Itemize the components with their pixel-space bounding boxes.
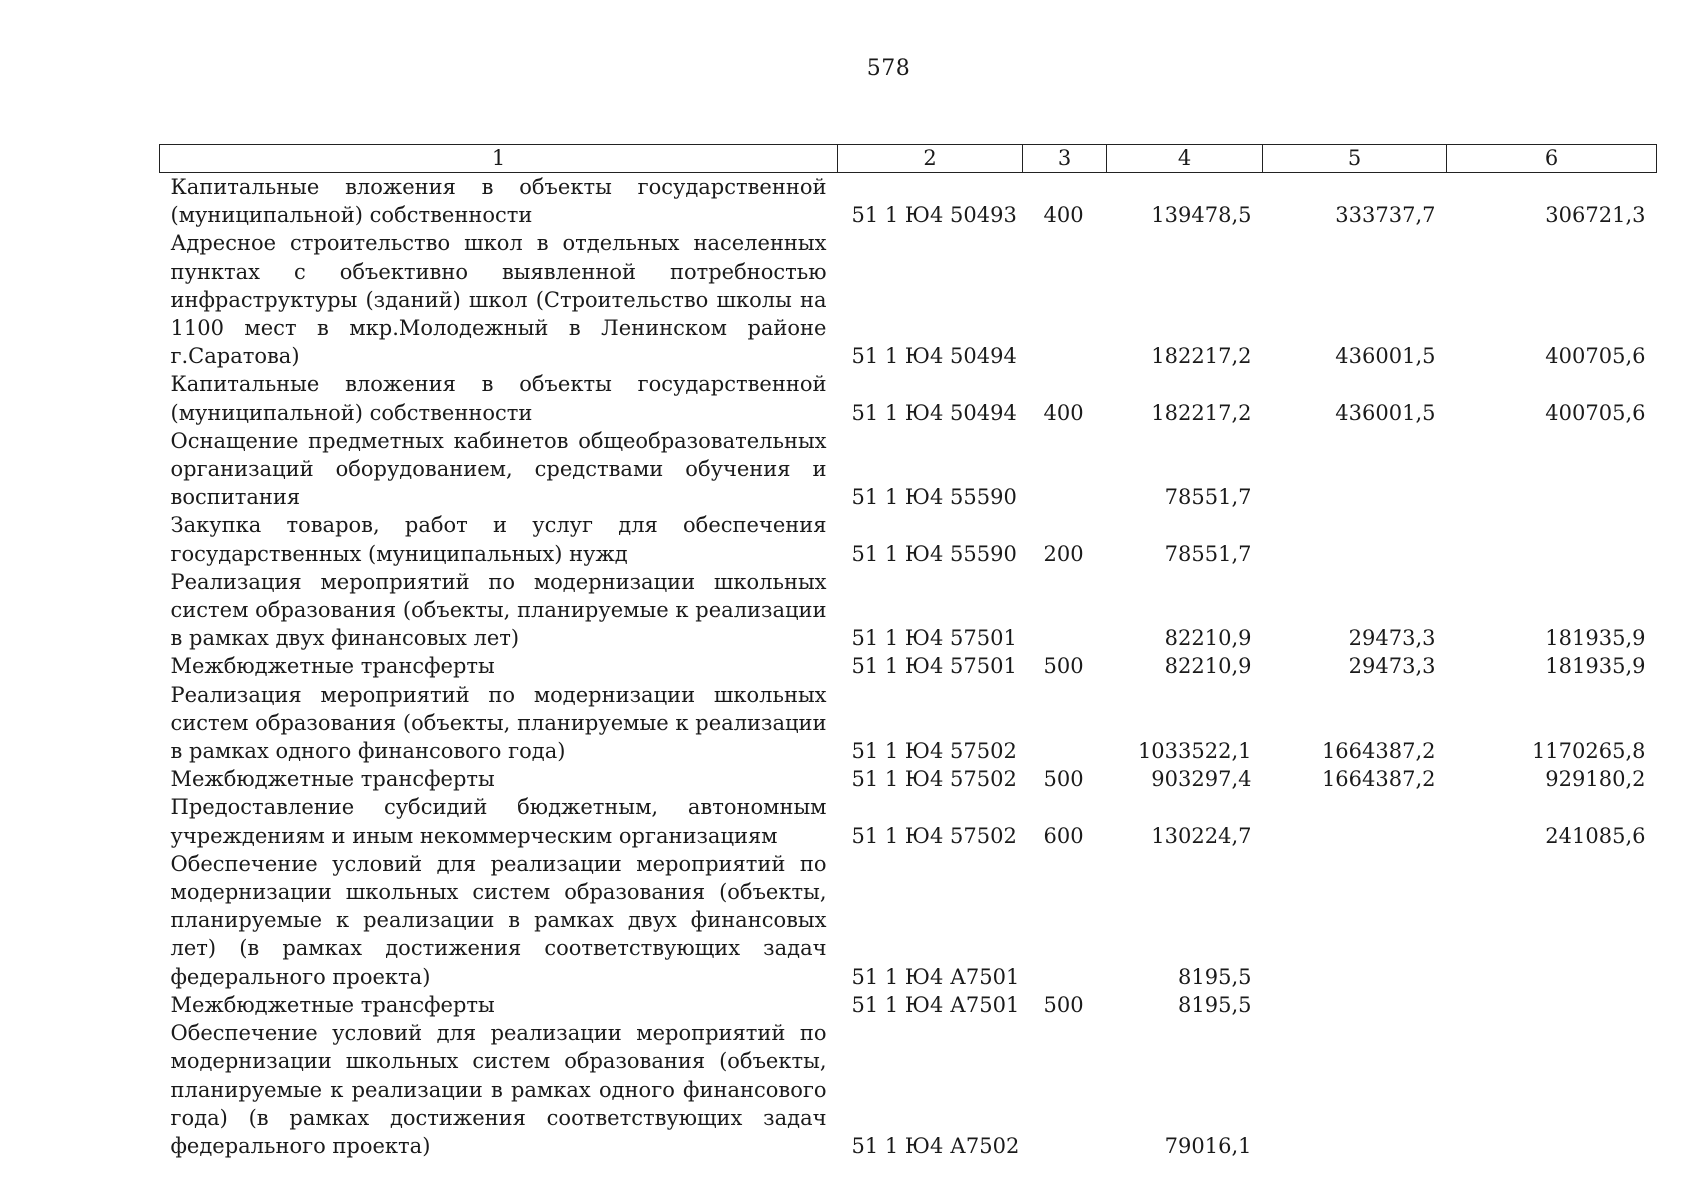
row-expense-type: 600: [1043, 823, 1084, 848]
table-body: [160, 173, 1657, 1161]
row-value-col4: 78551,7: [1164, 541, 1252, 566]
row-expense-type: [1023, 229, 1107, 370]
row-expense-type: [1023, 427, 1107, 512]
row-name: Оснащение предметных кабинетов общеобразовательных организаций оборудованием, средствами обучения и воспитания: [170, 428, 827, 510]
row-name: Реализация мероприятий по модернизации школьных систем образования (объекты, планируемые к реализации в рамках одного финансового года): [170, 682, 827, 764]
row-expense-type: [1023, 568, 1107, 653]
row-code: 51 1 Ю4 А7501: [851, 992, 1020, 1017]
row-expense-type: 500: [1043, 654, 1084, 679]
row-name: Обеспечение условий для реализации мероприятий по модернизации школьных систем образования (объекты, планируемые к реализации в рамках одного финансового года) (в рамках достижения соответствующих задач федерального проекта): [170, 1021, 827, 1158]
row-expense-type: [1023, 681, 1107, 766]
table-row: [160, 568, 1657, 653]
row-value-col4: 139478,5: [1151, 203, 1252, 228]
row-code: 51 1 Ю4 А7501: [851, 964, 1020, 989]
row-value-col5: 1664387,2: [1321, 767, 1436, 792]
table-row: [160, 229, 1657, 370]
row-expense-type: 500: [1043, 767, 1084, 792]
row-value-col6: 400705,6: [1545, 344, 1646, 369]
row-value-col4: 182217,2: [1151, 344, 1252, 369]
column-header-1: 1: [160, 145, 838, 173]
row-value-col5: [1263, 793, 1447, 849]
row-value-col6: [1447, 850, 1657, 991]
row-value-col6: 241085,6: [1545, 823, 1646, 848]
table-row: [160, 850, 1657, 991]
row-expense-type: 500: [1043, 992, 1084, 1017]
row-value-col4: 1033522,1: [1137, 739, 1252, 764]
row-value-col6: 306721,3: [1545, 203, 1646, 228]
row-name: Капитальные вложения в объекты государственной (муниципальной) собственности: [170, 175, 827, 228]
header-row: [160, 145, 1657, 173]
row-expense-type: 200: [1043, 541, 1084, 566]
row-value-col5: 436001,5: [1335, 400, 1436, 425]
row-value-col6: 400705,6: [1545, 400, 1646, 425]
table-row: [160, 991, 1657, 1019]
row-value-col5: 29473,3: [1348, 626, 1436, 651]
row-value-col4: 8195,5: [1178, 964, 1252, 989]
table-row: [160, 427, 1657, 512]
row-value-col6: 1170265,8: [1531, 739, 1646, 764]
row-name: Адресное строительство школ в отдельных населенных пунктах с объективно выявленной потребностью инфраструктуры (зданий) школ (Строительство школы на 1100 мест в мкр.Молодежный в Ленинском районе г.Саратова): [170, 231, 827, 369]
table-row: [160, 370, 1657, 426]
table-header: [160, 145, 1657, 173]
row-code: 51 1 Ю4 57501: [851, 654, 1017, 679]
table-row: [160, 793, 1657, 849]
budget-table: [159, 144, 1657, 1160]
row-value-col6: 929180,2: [1545, 767, 1646, 792]
row-name: Капитальные вложения в объекты государственной (муниципальной) собственности: [170, 372, 827, 425]
row-value-col5: 1664387,2: [1321, 739, 1436, 764]
table-row: [160, 652, 1657, 680]
row-value-col6: 181935,9: [1545, 654, 1646, 679]
table-row: [160, 511, 1657, 567]
row-value-col6: 181935,9: [1545, 626, 1646, 651]
row-name: Межбюджетные трансферты: [170, 654, 495, 679]
column-header-4: 4: [1107, 145, 1263, 173]
row-value-col4: 79016,1: [1164, 1133, 1252, 1158]
row-name: Обеспечение условий для реализации мероприятий по модернизации школьных систем образования (объекты, планируемые к реализации в рамках двух финансовых лет) (в рамках достижения соответствующих задач федерального проекта): [170, 851, 827, 989]
row-value-col4: 903297,4: [1151, 767, 1252, 792]
row-code: 51 1 Ю4 50493: [851, 203, 1017, 228]
row-value-col4: 78551,7: [1164, 485, 1252, 510]
table-row: [160, 681, 1657, 766]
table-row: [160, 173, 1657, 230]
row-value-col4: 182217,2: [1151, 400, 1252, 425]
row-value-col5: [1263, 991, 1447, 1019]
row-value-col4: 8195,5: [1178, 992, 1252, 1017]
row-value-col5: 436001,5: [1335, 344, 1436, 369]
row-name: Закупка товаров, работ и услуг для обеспечения государственных (муниципальных) нужд: [170, 513, 827, 566]
row-name: Межбюджетные трансферты: [170, 767, 495, 792]
row-name: Межбюджетные трансферты: [170, 992, 495, 1017]
row-value-col6: [1447, 511, 1657, 567]
row-name: Предоставление субсидий бюджетным, автономным учреждениям и иным некоммерческим организациям: [170, 795, 827, 848]
row-value-col6: [1447, 991, 1657, 1019]
row-value-col5: [1263, 1019, 1447, 1160]
row-expense-type: 400: [1043, 400, 1084, 425]
row-value-col5: [1263, 511, 1447, 567]
row-code: 51 1 Ю4 57501: [851, 626, 1017, 651]
row-value-col4: 130224,7: [1151, 823, 1252, 848]
row-code: 51 1 Ю4 50494: [851, 344, 1017, 369]
row-value-col6: [1447, 1019, 1657, 1160]
row-value-col6: [1447, 427, 1657, 512]
row-value-col5: [1263, 850, 1447, 991]
table-row: [160, 1019, 1657, 1160]
row-code: 51 1 Ю4 57502: [851, 739, 1017, 764]
table-row: [160, 765, 1657, 793]
row-code: 51 1 Ю4 А7502: [851, 1133, 1020, 1158]
column-header-3: 3: [1023, 145, 1107, 173]
row-code: 51 1 Ю4 57502: [851, 767, 1017, 792]
row-expense-type: [1023, 1019, 1107, 1160]
row-code: 51 1 Ю4 55590: [851, 541, 1017, 566]
row-code: 51 1 Ю4 55590: [851, 485, 1017, 510]
row-code: 51 1 Ю4 57502: [851, 823, 1017, 848]
row-expense-type: [1023, 850, 1107, 991]
column-header-6: 6: [1447, 145, 1657, 173]
row-name: Реализация мероприятий по модернизации школьных систем образования (объекты, планируемые к реализации в рамках двух финансовых лет): [170, 569, 827, 651]
row-code: 51 1 Ю4 50494: [851, 400, 1017, 425]
row-value-col4: 82210,9: [1164, 626, 1252, 651]
column-header-5: 5: [1263, 145, 1447, 173]
row-value-col5: 333737,7: [1335, 203, 1436, 228]
column-header-2: 2: [838, 145, 1023, 173]
row-value-col5: 29473,3: [1348, 654, 1436, 679]
page-number: 578: [866, 56, 911, 81]
row-value-col5: [1263, 427, 1447, 512]
row-value-col4: 82210,9: [1164, 654, 1252, 679]
row-expense-type: 400: [1043, 203, 1084, 228]
